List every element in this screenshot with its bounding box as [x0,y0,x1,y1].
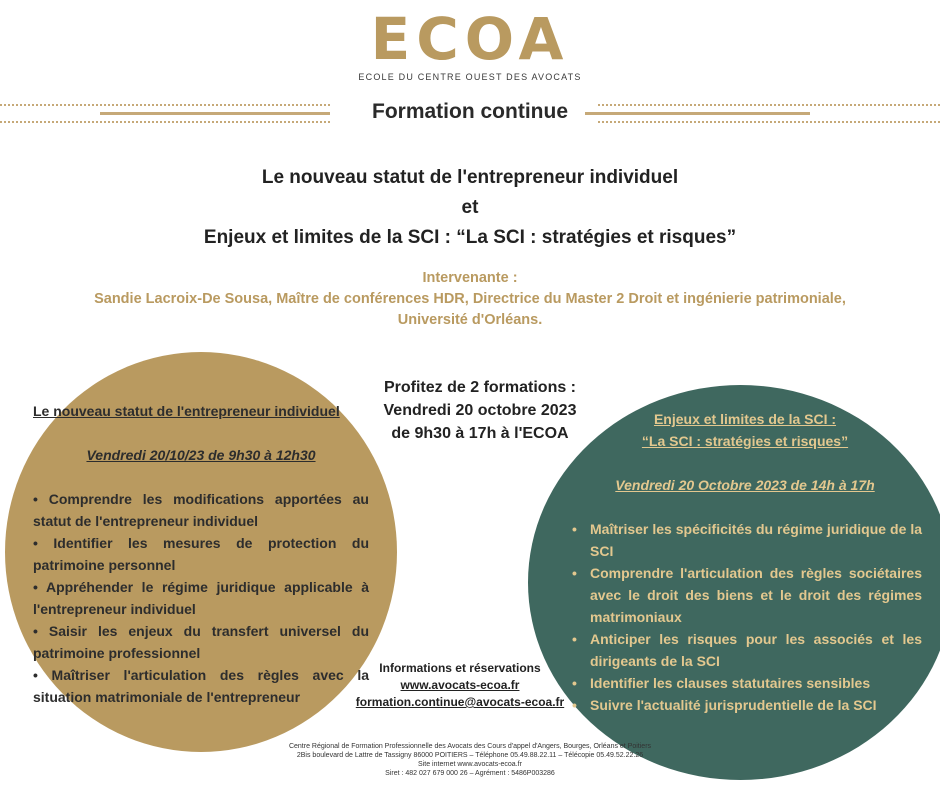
right-session-item: • Comprendre l'articulation des règles sociétaires avec le droit des biens et le droit des régimes matrimoniaux [568,562,922,628]
right-session-title-line2: “La SCI : stratégies et risques” [641,433,849,449]
left-session-item: • Appréhender le régime juridique applicable à l'entrepreneur individuel [33,579,369,617]
footer-line2: 2Bis boulevard de Lattre de Tassigny 86000 POITIERS – Téléphone 05.49.88.22.11 – Télécopie 05.49.52.22.26 [296,752,644,759]
left-session-item: • Comprendre les modifications apportées au statut de l'entrepreneur individuel [33,491,369,529]
left-session-item: • Maîtriser l'articulation des règles avec la situation matrimoniale de l'entrepreneur [33,667,369,705]
right-session-item: • Identifier les clauses statutaires sensibles [568,672,922,694]
speaker-block [20,268,920,331]
main-title-line2: et [461,197,479,218]
footer-line3: Site internet www.avocats-ecoa.fr [418,761,522,768]
left-session [33,400,369,708]
right-session-item: • Anticiper les risques pour les associés et les dirigeants de la SCI [568,628,922,672]
footer [250,742,690,778]
info-label: Informations et réservations [379,661,541,675]
middle-line2: Vendredi 20 octobre 2023 [383,402,577,419]
middle-line3: de 9h30 à 17h à l'ECOA [391,425,569,442]
left-session-item: • Saisir les enjeux du transfert universel du patrimoine professionnel [33,623,369,661]
info-block [355,660,565,711]
left-session-title: Le nouveau statut de l'entrepreneur individuel [33,403,340,419]
email-link[interactable]: formation.continue@avocats-ecoa.fr [355,695,565,709]
footer-line4: Siret : 482 027 679 000 26 – Agrément : 5486P003286 [385,770,555,777]
logo-subtitle: ECOLE DU CENTRE OUEST DES AVOCATS [358,72,582,82]
speaker-line1: Sandie Lacroix-De Sousa, Maître de conférences HDR, Directrice du Master 2 Droit et ingénierie patrimoniale, [94,291,846,307]
logo-wordmark: ECOA [370,5,570,73]
right-session [568,408,922,716]
right-session-title-line1: Enjeux et limites de la SCI : [653,411,837,427]
footer-line1: Centre Régional de Formation Professionnelle des Avocats des Cours d'appel d'Angers, Bourges, Orléans et Poitiers [288,743,652,750]
main-title-line1: Le nouveau statut de l'entrepreneur individuel [261,167,679,188]
left-session-item: • Identifier les mesures de protection du patrimoine personnel [33,535,369,573]
middle-promo [370,376,590,445]
right-session-list [568,518,922,716]
ecoa-logo [0,5,940,82]
speaker-label: Intervenante : [422,270,518,286]
website-link[interactable]: www.avocats-ecoa.fr [400,678,520,692]
main-title-line3: Enjeux et limites de la SCI : “La SCI : stratégies et risques” [203,227,737,248]
left-session-date: Vendredi 20/10/23 de 9h30 à 12h30 [86,447,316,463]
right-session-item: • Maîtriser les spécificités du régime juridique de la SCI [568,518,922,562]
band-title: Formation continue [372,100,568,123]
right-session-date: Vendredi 20 Octobre 2023 de 14h à 17h [615,477,875,493]
speaker-line2: Université d'Orléans. [397,312,543,328]
middle-line1: Profitez de 2 formations : [383,379,577,396]
right-session-item: • Suivre l'actualité jurisprudentielle de la SCI [568,694,922,716]
